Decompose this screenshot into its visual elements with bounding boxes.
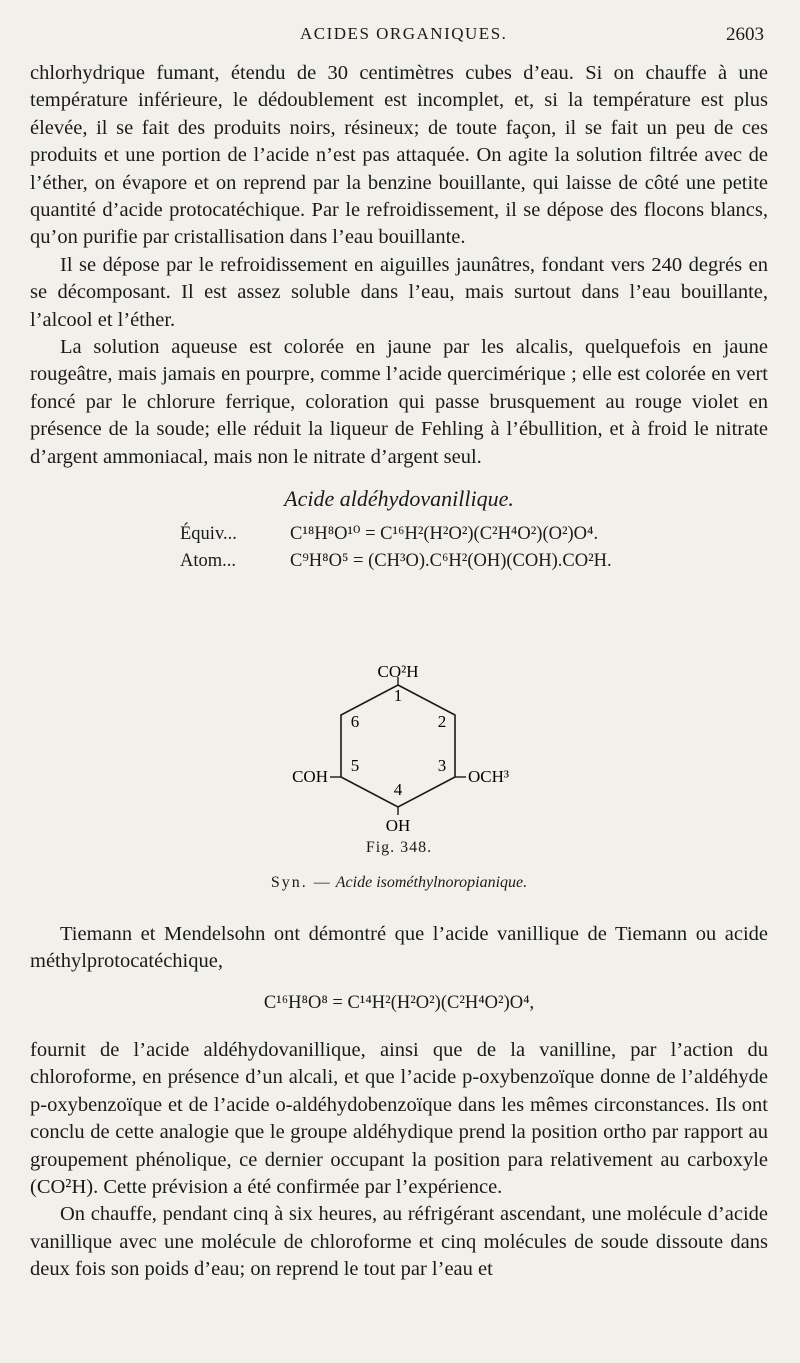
- paragraph-5: fournit de l’acide aldéhydovanillique, ainsi que de la vanilline, par l’action du chloroforme, en présence d’un alcali, et que l’acide p-oxybenzoïque donne de l’aldéhyde p-oxybenzoïque et de l’acide o-aldéhydobenzoïque dans les mêmes circonstances. Ils ont conclu de cette analogie que le groupe aldéhydique prend la position ortho par rapport au groupement phénolique, ce dernier occupant la position para relativement au carboxyle (CO²H). Cette prévision a été confirmée par l’expérience.: [30, 1039, 768, 1199]
- formula-atom: [180, 548, 768, 575]
- section-title: Acide aldéhydovanillique.: [284, 486, 514, 512]
- page-body-lower: [30, 832, 768, 1284]
- synonym-name: Acide isométhylnoropianique.: [335, 874, 528, 892]
- formula-atom-label: Atom...: [180, 550, 237, 571]
- position-1: 1: [393, 686, 403, 705]
- paragraph-1: chlorhydrique fumant, étendu de 30 centimètres cubes d’eau. Si on chauffe à une température inférieure, le dédoublement est incomplet, et, si la température est plus élevée, il se fait des produits noirs, résineux; de toute façon, il se fait un peu de ces produits et une portion de l’acide n’est pas attaquée. On agite la solution filtrée avec de l’éther, on évapore et on reprend par la benzine bouillante, qui laisse de côté une petite quantité d’acide protocatéchique. Par le refroidissement, il se dépose des flocons blancs, qu’on purifie par cristallisation dans l’eau bouillante.: [30, 62, 768, 249]
- paragraph-4: Tiemann et Mendelsohn ont démontré que l’acide vanillique de Tiemann ou acide méthylprotocatéchique,: [30, 922, 768, 973]
- paragraph-6: On chauffe, pendant cinq à six heures, au réfrigérant ascendant, une molécule d’acide vanillique avec une molécule de chloroforme et cinq molécules de soude dissoute dans deux fois son poids d’eau; on reprend le tout par l’eau et: [30, 1203, 768, 1281]
- synonym-line: [30, 869, 768, 896]
- formula-vanillic: C¹⁶H⁸O⁸ = C¹⁴H²(H²O²)(C²H⁴O²)O⁴,: [263, 992, 535, 1013]
- group-left: COH: [292, 767, 328, 786]
- position-6: 6: [350, 712, 360, 731]
- group-right: OCH³: [468, 767, 509, 786]
- formula-atom-value: C⁹H⁸O⁵ = (CH³O).C⁶H²(OH)(COH).CO²H.: [290, 550, 612, 571]
- paragraph-2: Il se dépose par le refroidissement en aiguilles jaunâtres, fondant vers 240 degrés en se décomposant. Il est assez soluble dans l’eau, mais surtout dans l’eau bouillante, l’alcool et l’éther.: [30, 253, 768, 331]
- position-4: 4: [393, 780, 403, 799]
- formula-equiv: [180, 521, 768, 548]
- benzene-diagram: [0, 655, 800, 835]
- group-bottom: OH: [385, 816, 411, 835]
- page-body: [30, 60, 768, 575]
- figure-caption: Fig. 348.: [365, 839, 433, 856]
- benzene-figure: [0, 655, 800, 835]
- paragraph-3: La solution aqueuse est colorée en jaune par les alcalis, quelquefois en jaune rougeâtre, mais jamais en pourpre, comme l’acide quercimérique ; elle est colorée en vert foncé par le chlorure ferrique, coloration qui passe brusquement au rouge violet en présence de la soude; elle réduit la liqueur de Fehling à l’ébullition, et à froid le nitrate d’argent ammoniacal, mais non le nitrate d’argent seul.: [30, 336, 768, 468]
- formula-equiv-label: Équiv...: [180, 523, 237, 544]
- group-top: CO²H: [377, 662, 419, 681]
- position-5: 5: [350, 756, 360, 775]
- synonym-lead: Syn. —: [270, 874, 332, 892]
- running-title: ACIDES ORGANIQUES.: [300, 24, 508, 43]
- position-2: 2: [437, 712, 447, 731]
- formula-equiv-value: C¹⁸H⁸O¹⁰ = C¹⁶H²(H²O²)(C²H⁴O²)(O²)O⁴.: [290, 523, 599, 544]
- position-3: 3: [437, 756, 447, 775]
- page-number: 2603: [726, 24, 764, 45]
- page-header: [0, 24, 800, 50]
